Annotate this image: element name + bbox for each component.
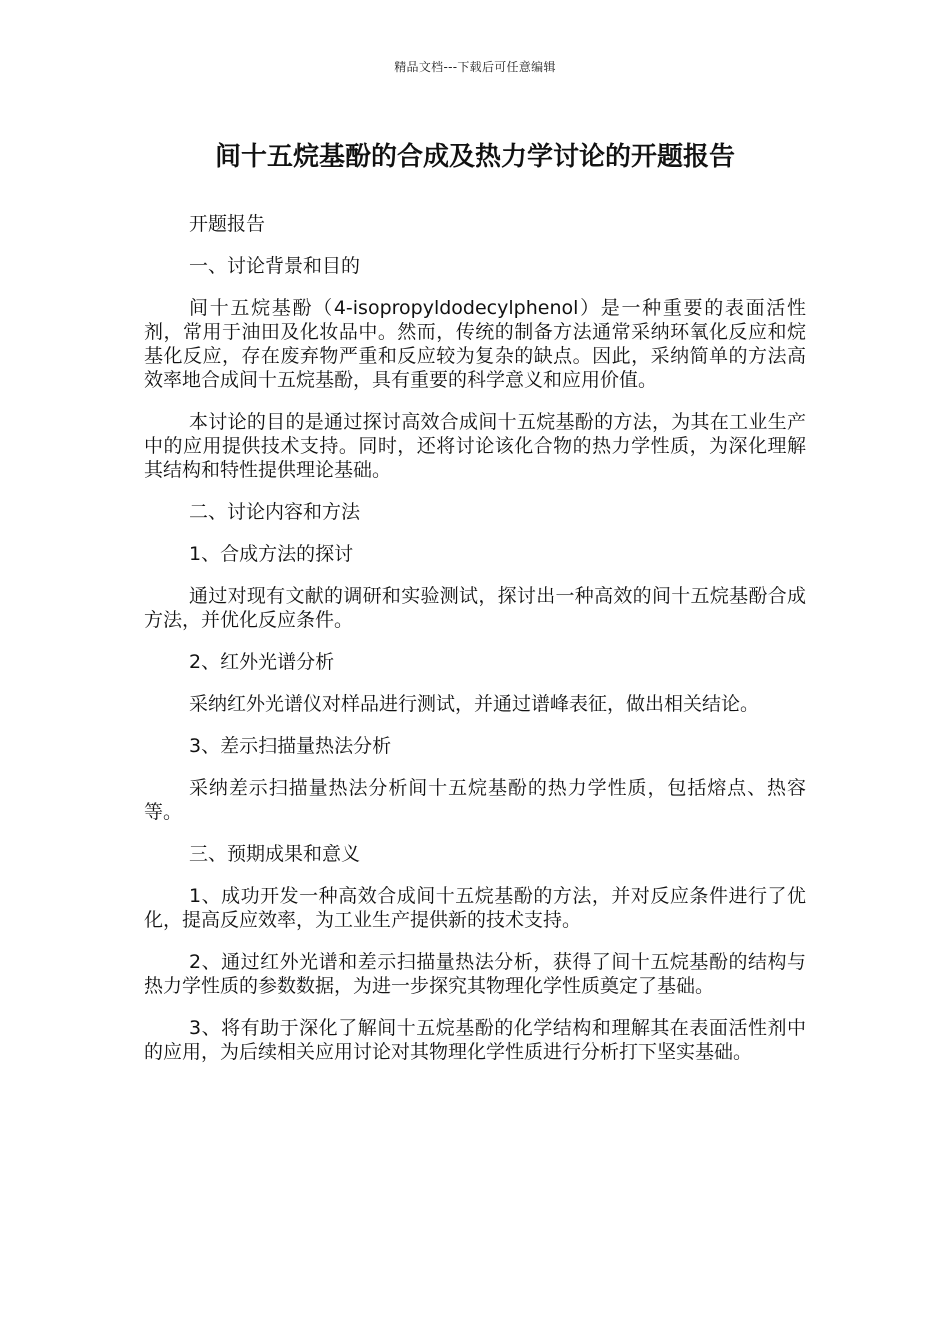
paragraph-infrared: 采纳红外光谱仪对样品进行测试，并通过谱峰表征，做出相关结论。 [189, 693, 760, 715]
subheading-infrared: 2、红外光谱分析 [189, 651, 335, 673]
page-header-note: 精品文档---下载后可任意编辑 [394, 60, 556, 74]
subheading-dsc: 3、差示扫描量热法分析 [189, 735, 392, 757]
paragraph-background: 间十五烷基酚（4-isopropyldodecylphenol）是一种重要的表面活性剂，常用于油田及化妆品中。然而，传统的制备方法通常采纳环氧化反应和烷基化反应，存在废弃物严重和反应较为复杂的缺点。因此，采纳简单的方法高效率地合成间十五烷基酚，具有重要的科学意义和应用价值。 [144, 297, 806, 391]
section-heading-expected-results: 三、预期成果和意义 [189, 843, 361, 865]
section-heading-background: 一、讨论背景和目的 [189, 255, 361, 277]
subheading-synthesis: 1、合成方法的探讨 [189, 543, 354, 565]
section-heading-content-methods: 二、讨论内容和方法 [189, 501, 361, 523]
paragraph-result-1: 1、成功开发一种高效合成间十五烷基酚的方法，并对反应条件进行了优化，提高反应效率，为工业生产提供新的技术支持。 [144, 885, 806, 931]
document-body [144, 212, 806, 1082]
paragraph-result-2: 2、通过红外光谱和差示扫描量热法分析，获得了间十五烷基酚的结构与热力学性质的参数数据，为进一步探究其物理化学性质奠定了基础。 [144, 951, 806, 997]
paragraph-dsc: 采纳差示扫描量热法分析间十五烷基酚的热力学性质，包括熔点、热容等。 [144, 777, 806, 823]
paragraph-result-3: 3、将有助于深化了解间十五烷基酚的化学结构和理解其在表面活性剂中的应用，为后续相关应用讨论对其物理化学性质进行分析打下坚实基础。 [144, 1017, 806, 1063]
document-title: 间十五烷基酚的合成及热力学讨论的开题报告 [214, 142, 735, 172]
paragraph-synthesis: 通过对现有文献的调研和实验测试，探讨出一种高效的间十五烷基酚合成方法，并优化反应条件。 [144, 585, 806, 631]
section-label-report: 开题报告 [189, 213, 266, 235]
paragraph-purpose: 本讨论的目的是通过探讨高效合成间十五烷基酚的方法，为其在工业生产中的应用提供技术支持。同时，还将讨论该化合物的热力学性质，为深化理解其结构和特性提供理论基础。 [144, 411, 806, 481]
